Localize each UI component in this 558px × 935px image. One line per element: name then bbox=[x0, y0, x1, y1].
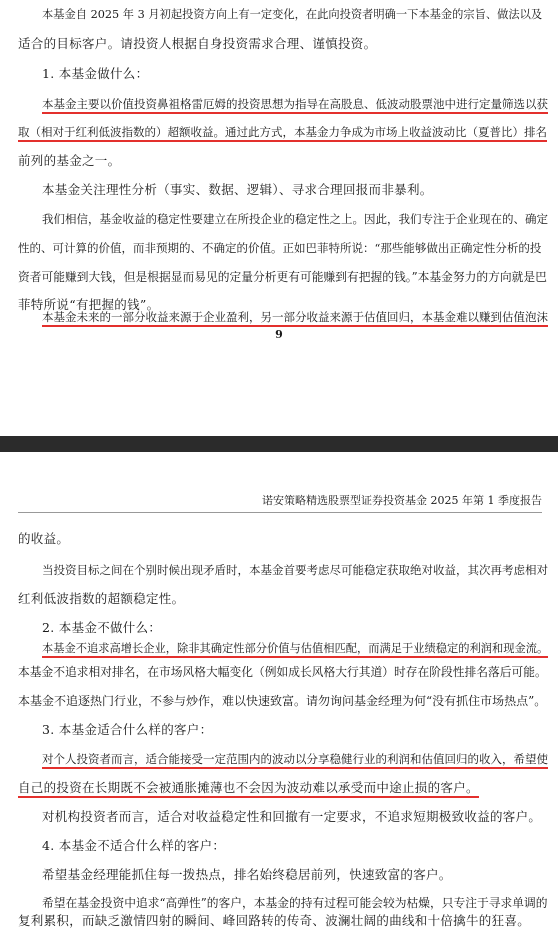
paragraph-line: 希望在基金投资中追求“高弹性”的客户，本基金的持有过程可能会较为枯燥，只专注于寻求单调的 bbox=[42, 896, 548, 910]
paragraph-line: 本基金不追逐热门行业，不参与炒作，难以快速致富。请勿询问基金经理为何“没有抓住市场热点”。 bbox=[18, 694, 547, 708]
underlined-text: 取（相对于红利低波指数的）超额收益。通过此方式，本基金力争成为市场上收益波动比（夏普比）排名 bbox=[18, 125, 547, 142]
page-number: 9 bbox=[275, 328, 283, 341]
paragraph-line: 本基金不追求相对排名，在市场风格大幅变化（例如成长风格大行其道）时存在阶段性排名落后可能。 bbox=[18, 665, 547, 679]
underlined-text: 本基金不追求高增长企业，除非其确定性部分价值与估值相匹配，而满足于业绩稳定的利润和现金流。 bbox=[42, 642, 548, 658]
report-page-10 bbox=[0, 452, 558, 935]
paragraph-line: 菲特所说“有把握的钱”。 bbox=[18, 297, 160, 312]
section-heading: 1. 本基金做什么： bbox=[42, 66, 149, 81]
section-heading: 4. 本基金不适合什么样的客户： bbox=[42, 838, 226, 853]
underlined-text: 本基金主要以价值投资鼻祖格雷厄姆的投资思想为指导在高股息、低波动股票池中进行定量筛选以获 bbox=[42, 97, 548, 114]
paragraph-line: 前列的基金之一。 bbox=[18, 153, 121, 168]
paragraph-line: 对机构投资者而言，适合对收益稳定性和回撤有一定要求，不追求短期极致收益的客户。 bbox=[42, 809, 542, 824]
paragraph-line bbox=[18, 773, 542, 803]
underlined-text: 本基金未来的一部分收益来源于企业盈利，另一部分收益来源于估值回归，本基金难以赚到估值泡沫 bbox=[42, 310, 548, 327]
paragraph-line: 的收益。 bbox=[18, 531, 70, 546]
paragraph-line: 适合的目标客户。请投资人根据自身投资需求合理、谨慎投资。 bbox=[18, 36, 377, 51]
section-heading: 3. 本基金适合什么样的客户： bbox=[42, 722, 213, 737]
paragraph-line bbox=[42, 744, 548, 774]
paragraph-line: 我们相信，基金收益的稳定性要建立在所投企业的稳定性之上。因此，我们专注于企业现在的、确定 bbox=[42, 212, 548, 226]
page-header: 诺安策略精选股票型证券投资基金 2025 年第 1 季度报告 bbox=[262, 494, 542, 507]
paragraph-line: 本基金关注理性分析（事实、数据、逻辑）、寻求合理回报而非暴利。 bbox=[42, 182, 433, 197]
paragraph-line: 资者可能赚到大钱，但是根据显而易见的定量分析更有可能赚到有把握的钱。”本基金努力的方向就是巴 bbox=[18, 270, 547, 284]
paragraph-line: 红利低波指数的超额稳定性。 bbox=[18, 591, 185, 606]
paragraph-line bbox=[18, 117, 547, 147]
report-page-9 bbox=[0, 0, 558, 436]
underlined-text: 对个人投资者而言，适合能接受一定范围内的波动以分享稳健行业的利润和估值回归的收入，希望使 bbox=[42, 752, 548, 769]
paragraph-line: 希望基金经理能抓住每一拨热点，排名始终稳居前列，快速致富的客户。 bbox=[42, 867, 452, 882]
header-divider bbox=[18, 512, 542, 513]
underlined-text: 自己的投资在长期既不会被通胀摊薄也不会因为波动难以承受而中途止损的客户。 bbox=[18, 780, 479, 798]
paragraph-line bbox=[42, 89, 548, 119]
paragraph-line: 本基金自 2025 年 3 月初起投资方向上有一定变化，在此向投资者明确一下本基金的宗旨、做法以及 bbox=[42, 8, 543, 21]
paragraph-line: 性的、可计算的价值，而非预期的、不确定的价值。正如巴菲特所说：“那些能够做出正确定性分析的投 bbox=[18, 241, 542, 255]
paragraph-line: 复利累积，而缺乏激情四射的瞬间、峰回路转的传奇、波澜壮阔的曲线和十倍擒牛的狂喜。 bbox=[18, 913, 531, 928]
paragraph-line: 当投资目标之间在个别时候出现矛盾时，本基金首要考虑尽可能稳定获取绝对收益，其次再考虑相对 bbox=[42, 563, 548, 577]
section-heading: 2. 本基金不做什么： bbox=[42, 620, 162, 635]
page-separator bbox=[0, 436, 558, 452]
